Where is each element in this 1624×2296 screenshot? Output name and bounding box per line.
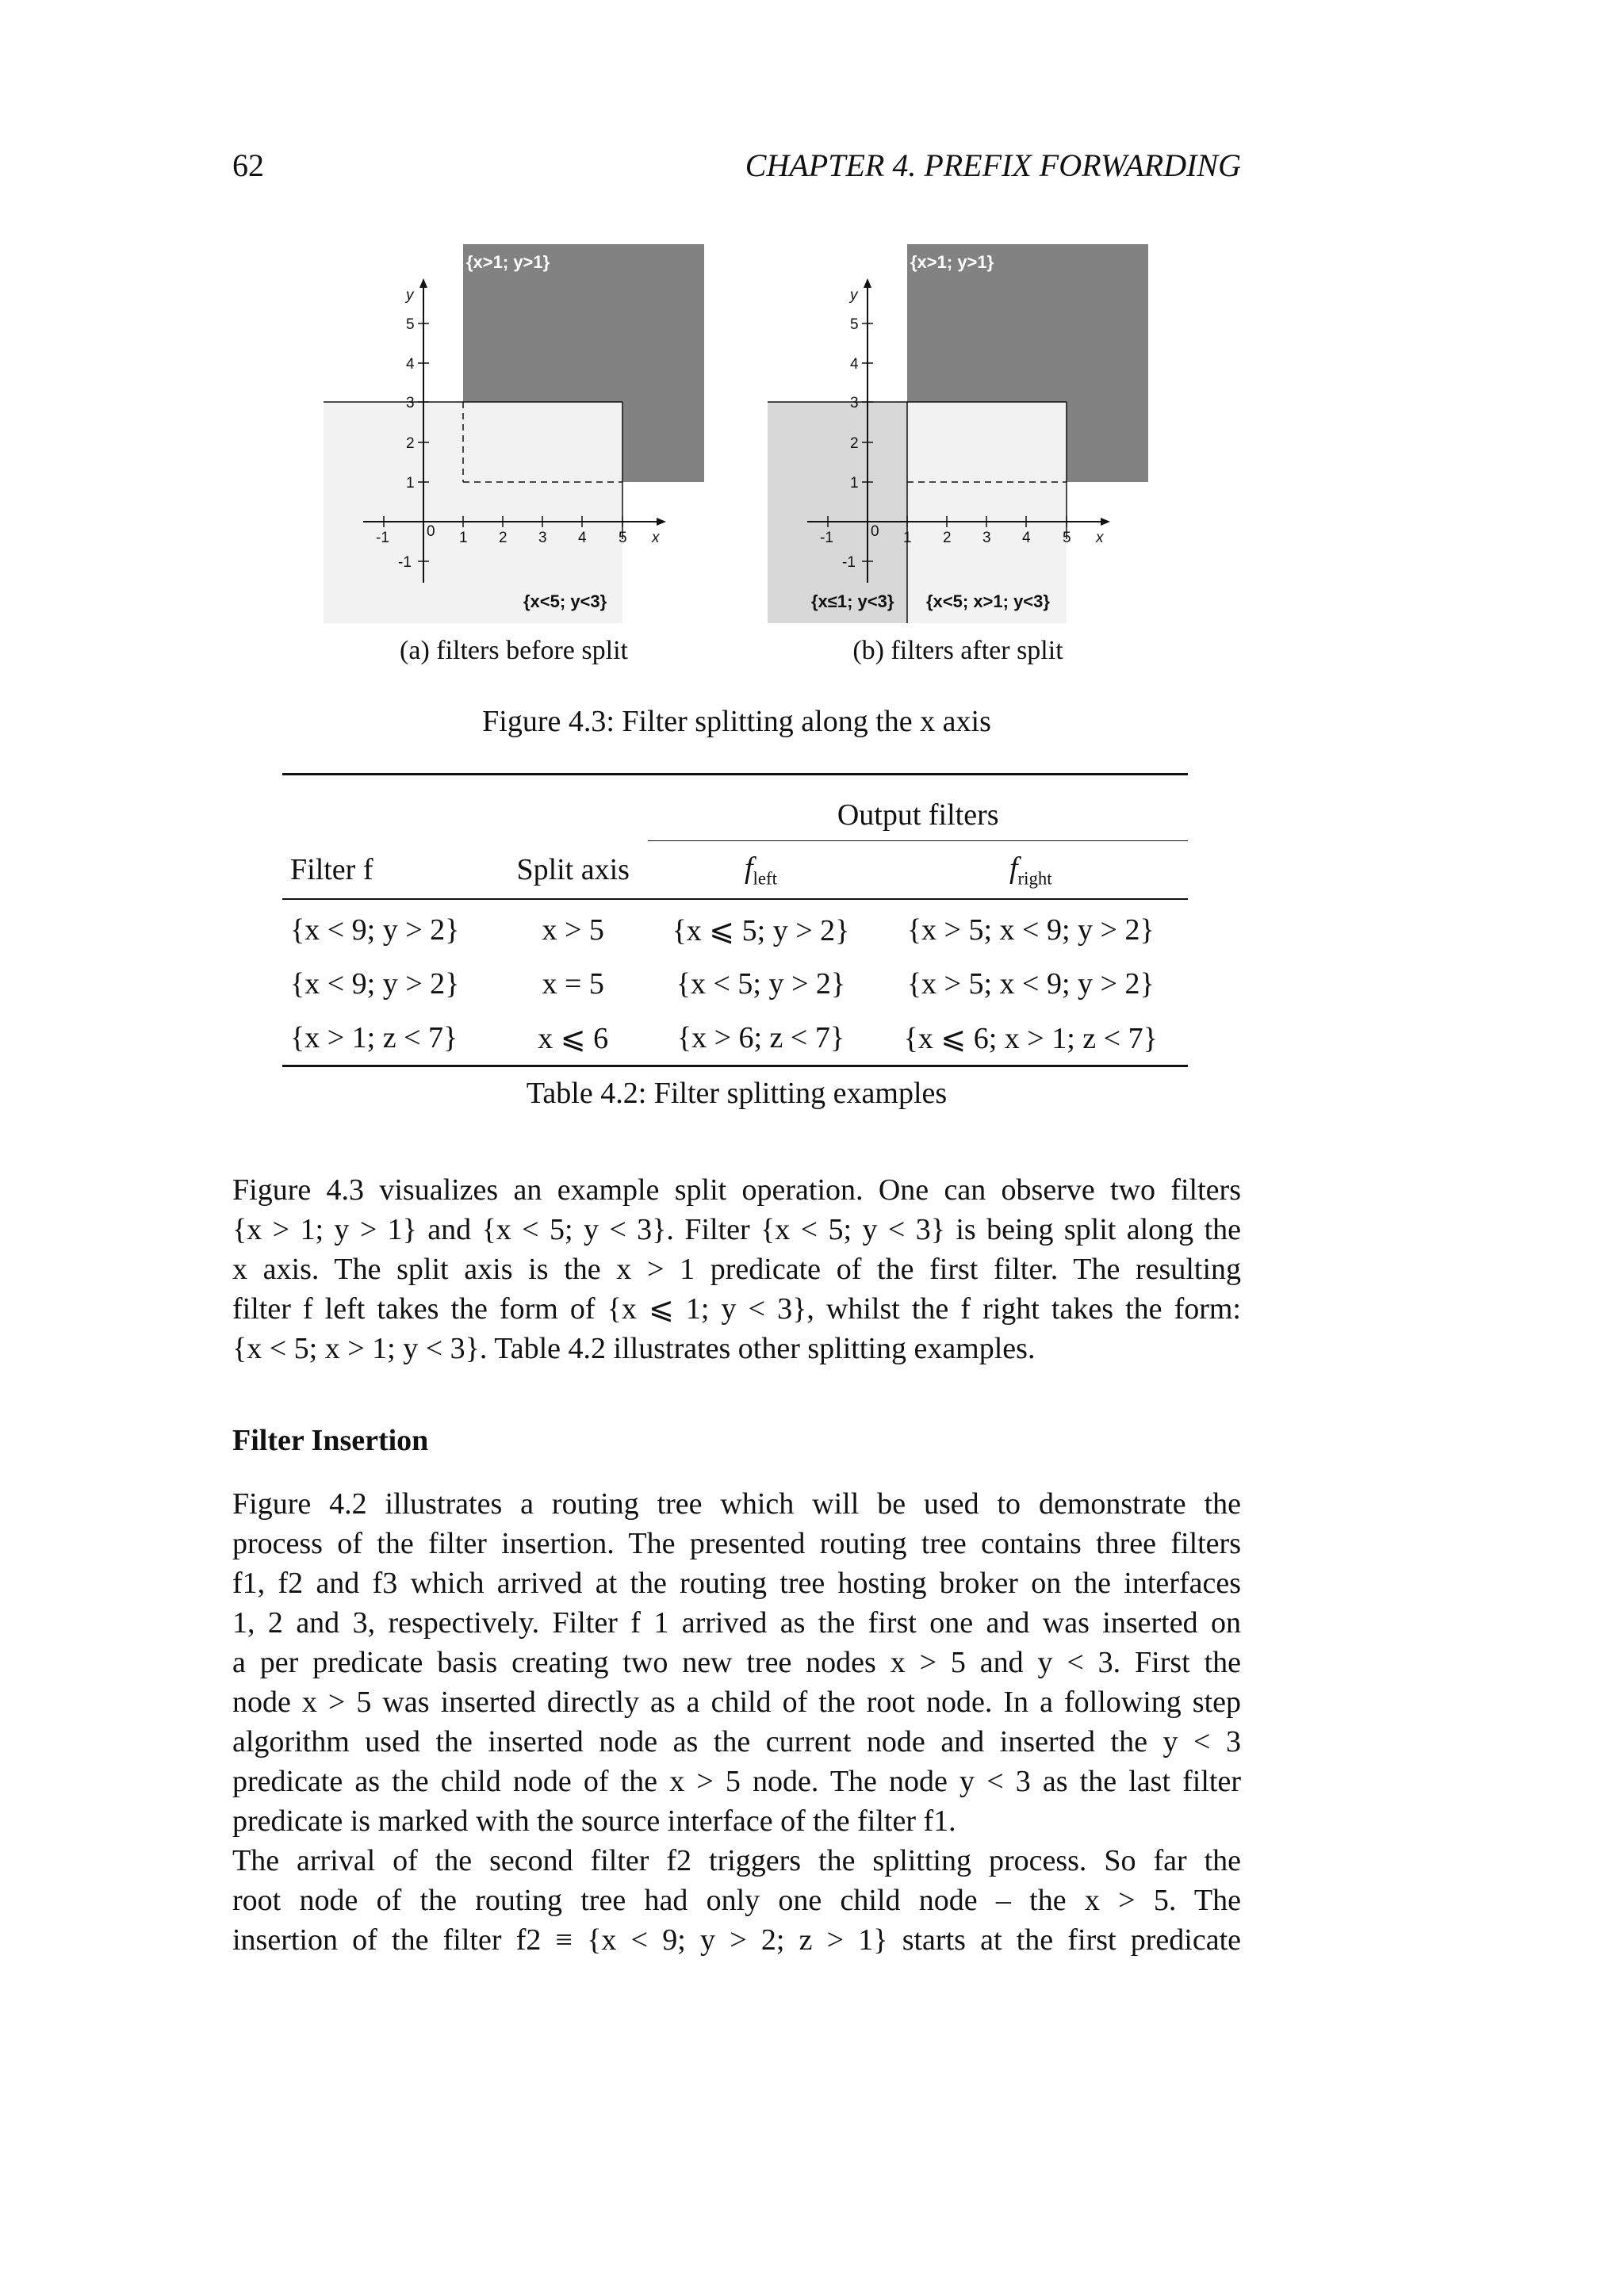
x-tick-label: -1: [820, 530, 833, 546]
text-line: {x > 1; y > 1} and {x < 5; y < 3}. Filter {x < 5; y < 3} is being split along the: [232, 1213, 1241, 1246]
split-axis-cell: x = 5: [542, 967, 604, 1001]
table-caption: Table 4.2: Filter splitting examples: [526, 1077, 948, 1110]
output-filters-header: Output filters: [648, 775, 1188, 841]
region-overlap: [463, 402, 622, 482]
x-tick-label: 2: [499, 530, 508, 546]
split-axis-column-header: Split axis: [516, 852, 630, 886]
text-line: predicate is marked with the source interface of the filter f1.: [232, 1804, 956, 1838]
f-right-subscript: right: [1017, 868, 1052, 889]
y-tick-label: -1: [398, 554, 412, 571]
paragraph-split-example: [232, 1170, 1241, 1368]
plot-after-split: [768, 244, 1148, 623]
x-tick-label: 2: [943, 530, 952, 546]
y-tick-label: -1: [842, 554, 856, 571]
region-left: [768, 402, 907, 623]
region-label-top: {x>1; y>1}: [466, 252, 550, 272]
y-tick-label: 1: [850, 475, 859, 492]
f-left-cell: {x < 5; y > 2}: [676, 967, 846, 1001]
figure-caption: Figure 4.3: Filter splitting along the x axis: [482, 705, 991, 738]
subfigure-b-caption: (b) filters after split: [852, 636, 1063, 665]
x-tick-label: 1: [459, 530, 468, 546]
y-tick-label: 3: [850, 395, 859, 411]
x-tick-label: 1: [903, 530, 912, 546]
x-tick-label: 3: [538, 530, 547, 546]
f-left-subscript: left: [753, 868, 777, 889]
text-line: Figure 4.2 illustrates a routing tree which will be used to demonstrate the: [232, 1487, 1241, 1521]
f-right-cell: {x > 5; x < 9; y > 2}: [906, 967, 1155, 1001]
text-line: Figure 4.3 visualizes an example split operation. One can observe two filters: [232, 1173, 1241, 1207]
region-label-bottom: {x<5; y<3}: [523, 591, 607, 611]
y-tick-label: 5: [850, 316, 859, 333]
text-line: process of the filter insertion. The presented routing tree contains three filters: [232, 1527, 1241, 1560]
page-number: 62: [232, 147, 264, 183]
filter-column-header: Filter f: [290, 852, 373, 886]
f-right-symbol: f: [1009, 851, 1018, 885]
x-tick-label: 5: [1063, 530, 1071, 546]
f-left-symbol: f: [744, 851, 753, 885]
x-axis-label: x: [652, 530, 660, 546]
table-row: [282, 957, 1188, 1011]
f-right-cell: {x > 5; x < 9; y > 2}: [906, 913, 1155, 947]
x-tick-label: 4: [578, 530, 587, 546]
y-tick-label: 4: [406, 356, 415, 373]
text-line: f1, f2 and f3 which arrived at the routing tree hosting broker on the interfaces: [232, 1567, 1241, 1600]
text-line: x axis. The split axis is the x > 1 predicate of the first filter. The resulting: [232, 1253, 1241, 1286]
y-axis-label: y: [850, 287, 858, 304]
y-tick-label: 2: [406, 435, 415, 452]
paragraph-filter-insertion: [232, 1484, 1241, 1960]
running-head: CHAPTER 4. PREFIX FORWARDING: [745, 147, 1241, 183]
x-tick-label: 4: [1022, 530, 1031, 546]
text-line: algorithm used the inserted node as the current node and inserted the y < 3: [232, 1725, 1241, 1758]
filter-splitting-table: [282, 773, 1188, 1067]
y-tick-label: 3: [406, 395, 415, 411]
origin-label: 0: [871, 523, 879, 540]
f-left-cell: {x > 6; z < 7}: [676, 1021, 845, 1054]
section-heading: Filter Insertion: [232, 1424, 429, 1457]
plot-before-split: [324, 244, 704, 623]
text-line: root node of the routing tree had only one child node – the x > 5. The: [232, 1884, 1241, 1917]
text-line: insertion of the filter f2 ≡ {x < 9; y > 2; z > 1} starts at the first predicate: [232, 1923, 1241, 1957]
text-line: node x > 5 was inserted directly as a child of the root node. In a following step: [232, 1686, 1241, 1719]
x-axis-label: x: [1096, 530, 1104, 546]
y-tick-label: 2: [850, 435, 859, 452]
filter-cell: {x > 1; z < 7}: [290, 1021, 458, 1054]
text-line: a per predicate basis creating two new tree nodes x > 5 and y < 3. First the: [232, 1646, 1241, 1679]
f-left-column-header: [648, 841, 873, 900]
y-axis-label: y: [406, 287, 414, 304]
y-tick-label: 5: [406, 316, 415, 333]
f-left-cell: {x ⩽ 5; y > 2}: [672, 913, 850, 947]
filter-cell: {x < 9; y > 2}: [290, 967, 460, 1001]
table-row: [282, 899, 1188, 957]
x-tick-label: -1: [376, 530, 389, 546]
region-label-left: {x≤1; y<3}: [811, 591, 894, 611]
region-label-right: {x<5; x>1; y<3}: [926, 591, 1050, 611]
x-tick-label: 5: [619, 530, 627, 546]
split-axis-cell: x > 5: [542, 913, 604, 947]
text-line: The arrival of the second filter f2 triggers the splitting process. So far the: [232, 1844, 1241, 1877]
text-line: {x < 5; x > 1; y < 3}. Table 4.2 illustrates other splitting examples.: [232, 1332, 1036, 1365]
y-tick-label: 1: [406, 475, 415, 492]
filter-cell: {x < 9; y > 2}: [290, 913, 460, 947]
x-tick-label: 3: [982, 530, 991, 546]
origin-label: 0: [427, 523, 435, 540]
region-label-top: {x>1; y>1}: [910, 252, 994, 272]
text-line: predicate as the child node of the x > 5 node. The node y < 3 as the last filter: [232, 1765, 1241, 1798]
text-line: 1, 2 and 3, respectively. Filter f 1 arrived as the first one and was inserted on: [232, 1606, 1241, 1640]
table-row: [282, 1011, 1188, 1066]
region-overlap: [907, 402, 1067, 482]
y-tick-label: 4: [850, 356, 859, 373]
split-axis-cell: x ⩽ 6: [538, 1021, 609, 1055]
text-line: filter f left takes the form of {x ⩽ 1; y < 3}, whilst the f right takes the form:: [232, 1292, 1241, 1326]
f-right-cell: {x ⩽ 6; x > 1; z < 7}: [903, 1021, 1158, 1055]
subfigure-a-caption: (a) filters before split: [400, 636, 628, 665]
f-right-column-header: [874, 841, 1188, 900]
